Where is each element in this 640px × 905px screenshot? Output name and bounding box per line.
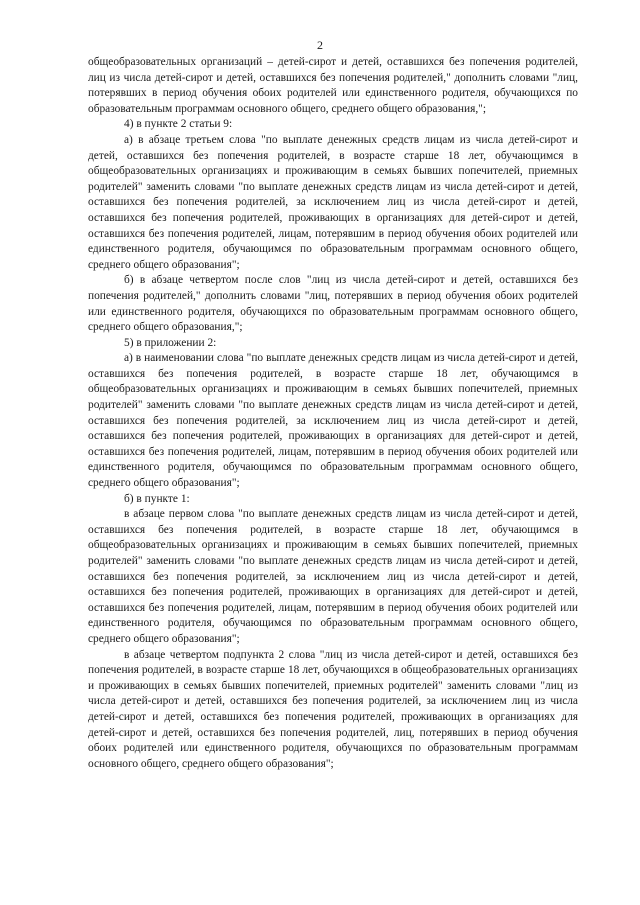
document-body <box>88 55 578 772</box>
paragraph-continuation: общеобразовательных организаций – детей-сирот и детей, оставшихся без попечения родителей, лиц из числа детей-сирот и детей, оставшихся без попечения родителей," дополнить словами "лиц, потерявших в период обучения обоих родителей или единственного родителя, обучающихся по образовательным программам основного общего, среднего общего образования,"; <box>88 56 578 115</box>
paragraph-item-5a: а) в наименовании слова "по выплате денежных средств лицам из числа детей-сирот и детей, оставшихся без попечения родителей, в возрасте старше 18 лет, обучающимся в общеобразовательных организациях и проживающим в семьях бывших попечителей, приемных родителей" заменить словами "по выплате денежных средств лицам из числа детей-сирот и детей, оставшихся без попечения родителей, за исключением лиц из числа детей-сирот и детей, оставшихся без попечения родителей, проживающих в организациях для детей-сирот и детей, оставшихся без попечения родителей, лицам, потерявшим в период обучения обоих родителей или единственного родителя, обучающимся по образовательным программам основного общего, среднего общего образования"; <box>88 352 578 490</box>
paragraph-item-5b-fourth: в абзаце четвертом подпункта 2 слова "лиц из числа детей-сирот и детей, оставшихся без попечения родителей, в возрасте старше 18 лет, обучающихся в общеобразовательных организациях и проживающих в семьях бывших попечителей, приемных родителей" заменить словами "лиц из числа детей-сирот и детей, оставшихся без попечения родителей, за исключением лиц из числа детей-сирот и детей, оставшихся без попечения родителей, проживающих в организациях для детей-сирот и детей, оставшихся без попечения родителей, лиц, потерявших в период обучения обоих родителей или единственного родителя, обучающихся по образовательным программам основного общего, среднего общего образования"; <box>88 648 578 770</box>
paragraph-item-4a: а) в абзаце третьем слова "по выплате денежных средств лицам из числа детей-сирот и детей, оставшихся без попечения родителей, в возрасте старше 18 лет, обучающимся в общеобразовательных организациях и проживающим в семьях бывших попечителей, приемных родителей" заменить словами "по выплате денежных средств лицам из числа детей-сирот и детей, оставшихся без попечения родителей, за исключением лиц из числа детей-сирот и детей, оставшихся без попечения родителей, проживающих в организациях для детей-сирот и детей, оставшихся без попечения родителей, лицам, потерявшим в период обучения обоих родителей или единственного родителя, обучающимся по образовательным программам основного общего, среднего общего образования"; <box>88 133 578 271</box>
paragraph-item-5: 5) в приложении 2: <box>124 336 217 349</box>
paragraph-item-4: 4) в пункте 2 статьи 9: <box>124 118 233 131</box>
paragraph-item-5b: б) в пункте 1: <box>124 492 190 505</box>
paragraph-item-5b-first: в абзаце первом слова "по выплате денежных средств лицам из числа детей-сирот и детей, оставшихся без попечения родителей, в возрасте старше 18 лет, обучающимся в общеобразовательных организациях и проживающим в семьях бывших попечителей, приемных родителей" заменить словами "по выплате денежных средств лицам из числа детей-сирот и детей, оставшихся без попечения родителей, за исключением лиц из числа детей-сирот и детей, оставшихся без попечения родителей, проживающих в организациях для детей-сирот и детей, оставшихся без попечения родителей, лицам, потерявшим в период обучения обоих родителей или единственного родителя, обучающимся по образовательным программам основного общего, среднего общего образования"; <box>88 508 578 645</box>
paragraph-item-4b: б) в абзаце четвертом после слов "лиц из числа детей-сирот и детей, оставшихся без попечения родителей," дополнить словами "лиц, потерявших в период обучения обоих родителей или единственного родителя, обучающихся по образовательным программам основного общего, среднего общего образования,"; <box>88 274 578 334</box>
page-number: 2 <box>317 38 323 52</box>
